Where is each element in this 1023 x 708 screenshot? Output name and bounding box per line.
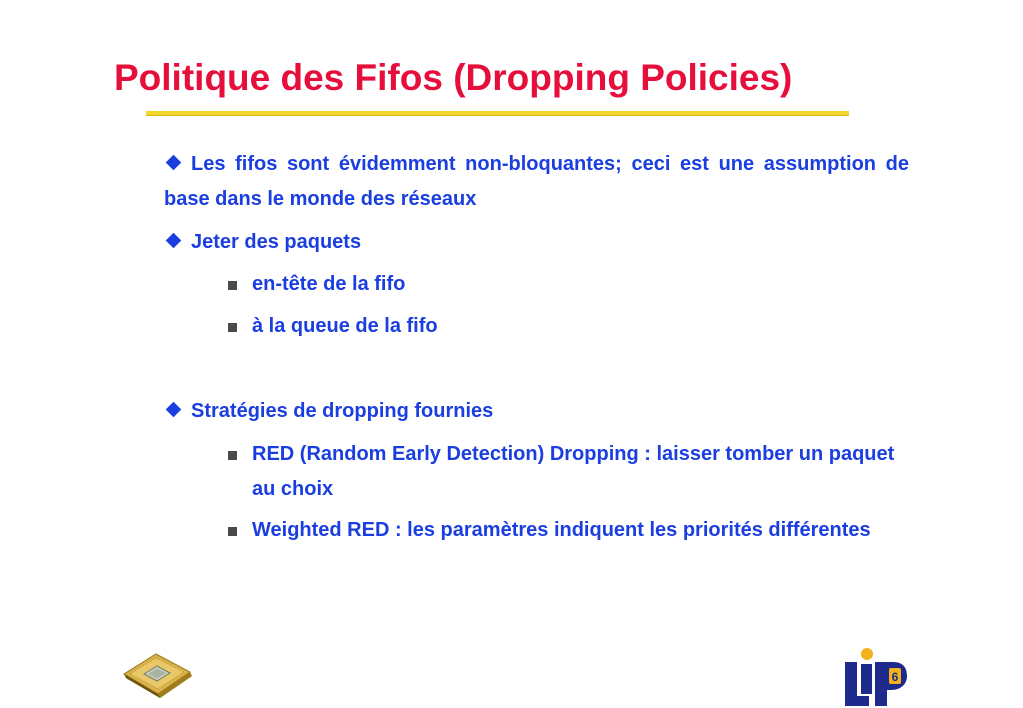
lip6-logo [843, 648, 911, 708]
bullet-text: RED (Random Early Detection) Dropping : laisser tomber un paquet au choix [252, 443, 895, 500]
square-bullet-icon [228, 527, 237, 536]
diamond-bullet-icon [166, 233, 182, 249]
bullet-item-level1 [164, 225, 909, 260]
square-bullet-icon [228, 323, 237, 332]
bullet-item-level2 [252, 513, 872, 548]
square-bullet-icon [228, 281, 237, 290]
square-bullet-icon [228, 451, 237, 460]
bullet-text: Weighted RED : les paramètres indiquent les priorités différentes [252, 519, 871, 541]
bullet-item-level2 [252, 437, 902, 507]
bullet-item-level2 [252, 309, 912, 344]
bullet-text: en-tête de la fifo [252, 273, 406, 295]
title-underline [146, 111, 849, 116]
bullet-text: Les fifos sont évidemment non-bloquantes; ceci est une assumption de base dans le monde des réseaux [164, 153, 909, 210]
bullet-item-level1 [164, 147, 909, 217]
bullet-item-level1 [164, 394, 909, 429]
bullet-text: Stratégies de dropping fournies [191, 400, 494, 422]
processor-chip-icon [120, 650, 196, 706]
diamond-bullet-icon [166, 402, 182, 418]
bullet-item-level2 [252, 267, 912, 302]
logo-superscript: 6 [891, 670, 899, 684]
slide-title: Politique des Fifos (Dropping Policies) [114, 57, 793, 98]
diamond-bullet-icon [166, 155, 182, 171]
bullet-text: à la queue de la fifo [252, 315, 438, 337]
bullet-text: Jeter des paquets [191, 231, 362, 253]
